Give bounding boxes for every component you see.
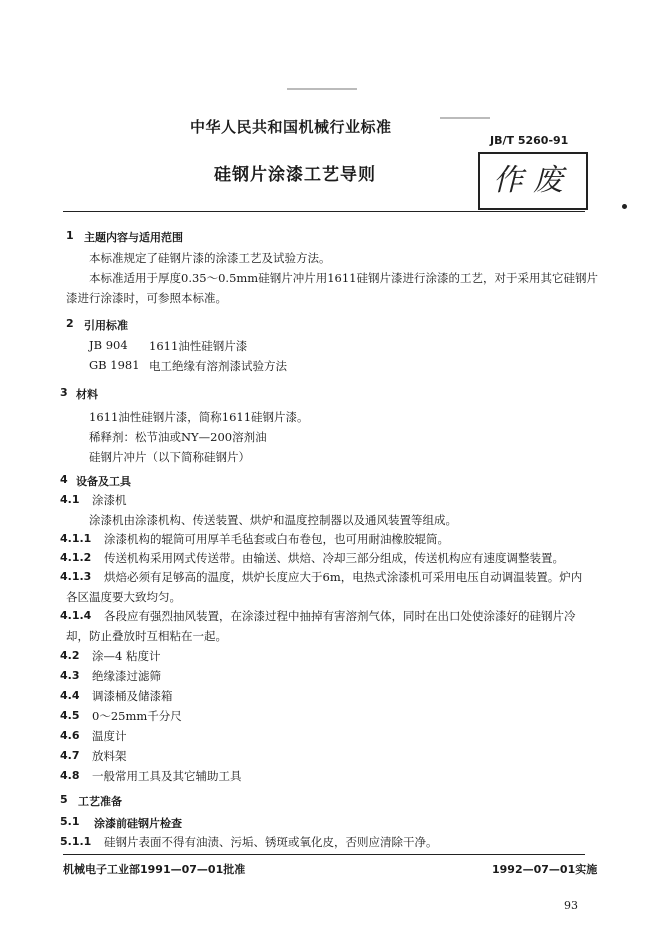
clause-number: 5.1	[60, 815, 80, 828]
paragraph: 涂漆机由涂漆机构、传送装置、烘炉和温度控制器以及通风装置等组成。	[89, 513, 457, 527]
scan-dot	[622, 204, 627, 209]
section-number: 4	[60, 473, 68, 486]
section-number: 3	[60, 386, 68, 399]
standard-number: JB/T 5260-91	[490, 134, 569, 147]
document-title: 硅钢片涂漆工艺导则	[214, 165, 376, 185]
section-number: 2	[66, 317, 74, 330]
list-item: 温度计	[92, 729, 127, 743]
paragraph: 漆进行涂漆时，可参照本标准。	[66, 291, 227, 305]
paragraph: 各段应有强烈抽风装置，在涂漆过程中抽掉有害溶剂气体，同时在出口处使涂漆好的硅钢片冷	[104, 609, 576, 623]
clause-number: 4.1.3	[60, 570, 92, 583]
list-item: 调漆桶及储漆箱	[92, 689, 173, 703]
paragraph: 各区温度要大致均匀。	[66, 590, 181, 604]
section-title: 工艺准备	[78, 795, 122, 808]
scan-noise	[440, 117, 490, 119]
clause-number: 4.2	[60, 649, 80, 662]
clause-number: 5.1.1	[60, 835, 92, 848]
paragraph: 却，防止叠放时互相粘在一起。	[66, 629, 227, 643]
list-item: 绝缘漆过滤筛	[92, 669, 161, 683]
header-divider	[63, 211, 585, 212]
approval-statement: 机械电子工业部1991—07—01批准	[63, 863, 246, 876]
section-title: 设备及工具	[76, 475, 131, 488]
section-number: 1	[66, 229, 74, 242]
material-item: 稀释剂：松节油或NY—200溶剂油	[89, 430, 267, 444]
paragraph: 本标准规定了硅钢片漆的涂漆工艺及试验方法。	[89, 251, 331, 265]
paragraph: 硅钢片表面不得有油渍、污垢、锈斑或氧化皮，否则应清除干净。	[104, 835, 438, 849]
paragraph: 传送机构采用网式传送带。由输送、烘焙、冷却三部分组成，传送机构应有速度调整装置。	[104, 551, 564, 565]
clause-number: 4.1.4	[60, 609, 92, 622]
page-number: 93	[564, 899, 578, 912]
clause-number: 4.8	[60, 769, 80, 782]
clause-title: 涂漆前硅钢片检查	[94, 817, 182, 830]
material-item: 硅钢片冲片（以下简称硅钢片）	[89, 450, 250, 464]
list-item: 放料架	[92, 749, 127, 763]
reference-code: JB 904	[89, 338, 128, 352]
scan-noise	[287, 88, 357, 90]
implementation-date: 1992—07—01实施	[492, 863, 598, 876]
clause-number: 4.3	[60, 669, 80, 682]
clause-number: 4.6	[60, 729, 80, 742]
list-item: 一般常用工具及其它辅助工具	[92, 769, 242, 783]
list-item: 0～25mm千分尺	[92, 709, 182, 723]
paragraph: 烘焙必须有足够高的温度，烘炉长度应大于6m，电热式涂漆机可采用电压自动调温装置。炉内	[104, 570, 583, 584]
paragraph: 本标准适用于厚度0.35～0.5mm硅钢片冲片用1611硅钢片漆进行涂漆的工艺，对于采用其它硅钢片	[89, 271, 598, 285]
list-item: 涂—4 粘度计	[92, 649, 161, 663]
section-title: 材料	[76, 388, 98, 401]
clause-number: 4.1	[60, 493, 80, 506]
section-title: 引用标准	[84, 319, 128, 332]
clause-number: 4.1.2	[60, 551, 92, 564]
material-item: 1611油性硅钢片漆，简称1611硅钢片漆。	[89, 410, 309, 424]
clause-title: 涂漆机	[92, 493, 127, 507]
standard-name: 中华人民共和国机械行业标准	[190, 118, 392, 136]
reference-name: 1611油性硅钢片漆	[149, 339, 248, 353]
footer-divider	[63, 854, 585, 855]
clause-number: 4.5	[60, 709, 80, 722]
section-number: 5	[60, 793, 68, 806]
reference-code: GB 1981	[89, 358, 140, 372]
reference-name: 电工绝缘有溶剂漆试验方法	[149, 359, 287, 373]
clause-number: 4.4	[60, 689, 80, 702]
clause-number: 4.1.1	[60, 532, 92, 545]
clause-number: 4.7	[60, 749, 80, 762]
section-title: 主题内容与适用范围	[84, 231, 183, 244]
obsolete-stamp: 作废	[478, 152, 588, 210]
paragraph: 涂漆机构的辊筒可用厚羊毛毡套或白布卷包，也可用耐油橡胶辊筒。	[104, 532, 449, 546]
